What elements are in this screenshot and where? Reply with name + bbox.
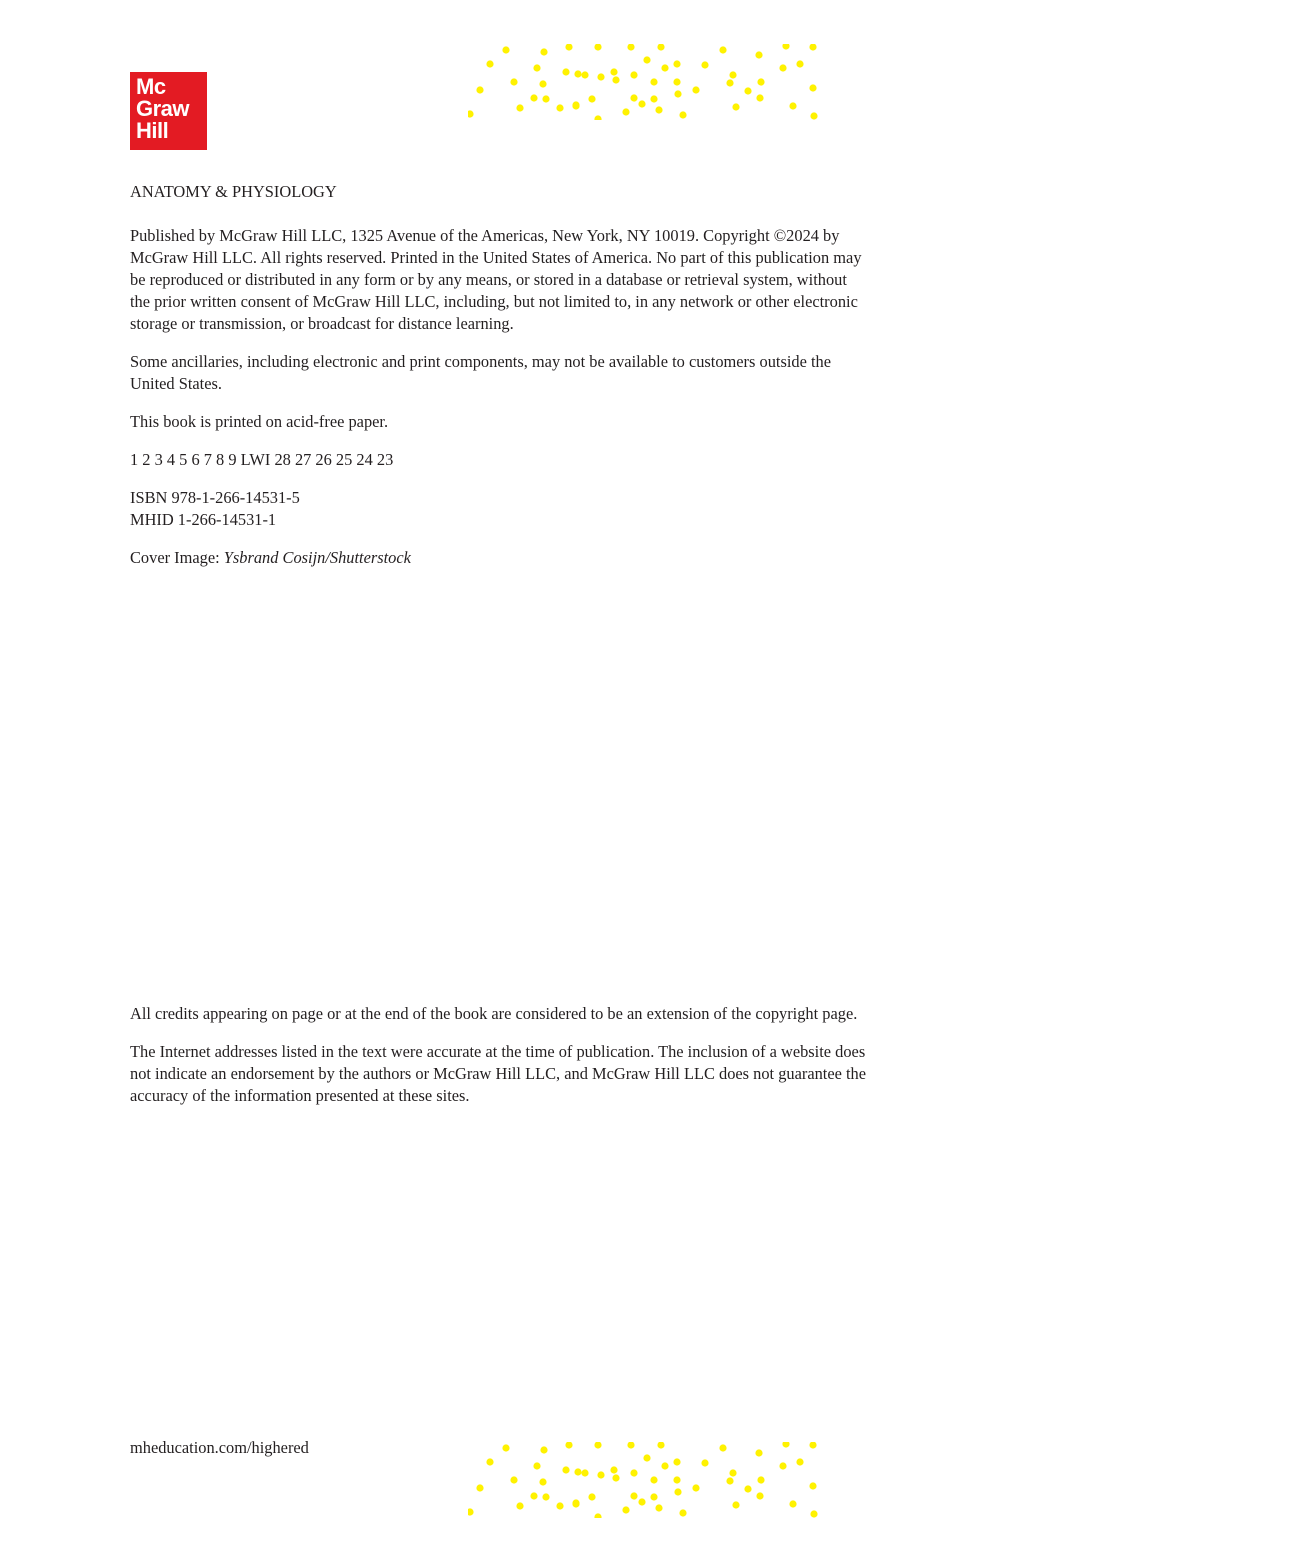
decorative-dot: [729, 71, 736, 78]
decorative-dot: [476, 1484, 483, 1491]
decorative-dot: [655, 1504, 662, 1511]
decorative-dot: [679, 111, 686, 118]
decorative-dot: [539, 1478, 546, 1485]
decorative-dot: [539, 80, 546, 87]
decorative-dot: [542, 1493, 549, 1500]
decorative-dot: [673, 60, 680, 67]
decorative-dot: [476, 86, 483, 93]
decorative-dot: [650, 95, 657, 102]
decorative-dot: [486, 1458, 493, 1465]
decorative-dot: [572, 101, 579, 108]
publishing-line: be reproduced or distributed in any form or by any means, or stored in a database or retrieval system, without: [130, 270, 847, 289]
decorative-dot: [661, 1462, 668, 1469]
decorative-dot: [756, 1492, 763, 1499]
decorative-dot: [542, 95, 549, 102]
footer-url: mheducation.com/highered: [130, 1438, 309, 1457]
cover-label: Cover Image:: [130, 548, 224, 567]
internet-line: accuracy of the information presented at these sites.: [130, 1086, 470, 1105]
decorative-dot: [597, 73, 604, 80]
decorative-dot: [502, 46, 509, 53]
decorative-dot: [540, 1446, 547, 1453]
ancillaries-line: United States.: [130, 374, 222, 393]
decorative-dot: [510, 78, 517, 85]
decorative-dot: [516, 104, 523, 111]
decorative-dot: [692, 1484, 699, 1491]
dot-pattern-bottom: [468, 1442, 820, 1518]
decorative-dot: [679, 1509, 686, 1516]
publishing-line: the prior written consent of McGraw Hill LLC, including, but not limited to, in any network or other electronic: [130, 292, 858, 311]
decorative-dot: [782, 44, 789, 50]
decorative-dot: [627, 44, 634, 51]
publishing-line: storage or transmission, or broadcast for distance learning.: [130, 314, 514, 333]
decorative-dot: [594, 1513, 601, 1518]
dot-pattern-top: [468, 44, 820, 120]
decorative-dot: [674, 90, 681, 97]
decorative-dot: [726, 79, 733, 86]
decorative-dot: [565, 1442, 572, 1449]
decorative-dot: [622, 1506, 629, 1513]
publishing-line: Published by McGraw Hill LLC, 1325 Avenue of the Americas, New York, NY 10019. Copyright ©2024 by: [130, 226, 840, 245]
decorative-dot: [809, 84, 816, 91]
decorative-dot: [782, 1442, 789, 1448]
publishing-notice: [130, 225, 950, 335]
decorative-dot: [638, 100, 645, 107]
cover-image-credit: [130, 547, 950, 569]
decorative-dot: [657, 44, 664, 51]
cover-credit-name: Ysbrand Cosijn/Shutterstock: [223, 548, 411, 567]
decorative-dot: [744, 1485, 751, 1492]
decorative-dot: [610, 1466, 617, 1473]
decorative-dot: [650, 1493, 657, 1500]
decorative-dot: [612, 76, 619, 83]
decorative-dot: [572, 1499, 579, 1506]
decorative-dot: [630, 71, 637, 78]
decorative-dot: [732, 103, 739, 110]
decorative-dot: [809, 1482, 816, 1489]
decorative-dot: [779, 1462, 786, 1469]
ancillaries-notice: [130, 351, 950, 395]
decorative-dot: [630, 94, 637, 101]
decorative-dot: [610, 68, 617, 75]
decorative-dot: [486, 60, 493, 67]
mcgraw-hill-logo: [130, 72, 207, 150]
decorative-dot: [809, 1442, 816, 1449]
decorative-dot: [796, 1458, 803, 1465]
mhid: MHID 1-266-14531-1: [130, 510, 277, 529]
publishing-line: McGraw Hill LLC. All rights reserved. Printed in the United States of America. No part of this publication may: [130, 248, 862, 267]
decorative-dot: [661, 64, 668, 71]
decorative-dot: [630, 1469, 637, 1476]
print-line: 1 2 3 4 5 6 7 8 9 LWI 28 27 26 25 24 23: [130, 450, 394, 469]
decorative-dot: [779, 64, 786, 71]
credits-note: All credits appearing on page or at the end of the book are considered to be an extension of the copyright page.: [130, 1004, 858, 1023]
decorative-dot: [556, 104, 563, 111]
decorative-dot: [594, 1442, 601, 1449]
acid-free-notice: This book is printed on acid-free paper.: [130, 412, 389, 431]
decorative-dot: [810, 1510, 817, 1517]
internet-line: not indicate an endorsement by the authors or McGraw Hill LLC, and McGraw Hill LLC does not guarantee the: [130, 1064, 867, 1083]
decorative-dot: [556, 1502, 563, 1509]
decorative-dot: [597, 1471, 604, 1478]
decorative-dot: [612, 1474, 619, 1481]
decorative-dot: [650, 1476, 657, 1483]
decorative-dot: [673, 1476, 680, 1483]
decorative-dot: [657, 1442, 664, 1449]
decorative-dot: [468, 110, 474, 117]
decorative-dot: [638, 1498, 645, 1505]
decorative-dot: [581, 1469, 588, 1476]
decorative-dot: [588, 1493, 595, 1500]
decorative-dot: [719, 46, 726, 53]
decorative-dot: [701, 61, 708, 68]
decorative-dot: [756, 94, 763, 101]
decorative-dot: [726, 1477, 733, 1484]
decorative-dot: [530, 1492, 537, 1499]
decorative-dot: [588, 95, 595, 102]
logo-line-2: Graw: [136, 96, 190, 121]
decorative-dot: [650, 78, 657, 85]
decorative-dot: [744, 87, 751, 94]
decorative-dot: [789, 102, 796, 109]
decorative-dot: [692, 86, 699, 93]
decorative-dot: [468, 1508, 474, 1515]
decorative-dot: [533, 1462, 540, 1469]
decorative-dot: [701, 1459, 708, 1466]
internet-disclaimer: [130, 1041, 950, 1107]
decorative-dot: [643, 56, 650, 63]
decorative-dot: [673, 1458, 680, 1465]
decorative-dot: [574, 1468, 581, 1475]
decorative-dot: [562, 1466, 569, 1473]
internet-line: The Internet addresses listed in the text were accurate at the time of publication. The inclusion of a website does: [130, 1042, 866, 1061]
decorative-dot: [565, 44, 572, 51]
decorative-dot: [755, 1449, 762, 1456]
decorative-dot: [789, 1500, 796, 1507]
logo-line-1: Mc: [136, 74, 166, 99]
decorative-dot: [755, 51, 762, 58]
decorative-dot: [574, 70, 581, 77]
decorative-dot: [757, 1476, 764, 1483]
decorative-dot: [810, 112, 817, 119]
decorative-dot: [655, 106, 662, 113]
decorative-dot: [530, 94, 537, 101]
ancillaries-line: Some ancillaries, including electronic and print components, may not be available to customers outside the: [130, 352, 831, 371]
decorative-dot: [729, 1469, 736, 1476]
logo-line-3: Hill: [136, 118, 169, 143]
decorative-dot: [516, 1502, 523, 1509]
decorative-dot: [796, 60, 803, 67]
decorative-dot: [757, 78, 764, 85]
decorative-dot: [719, 1444, 726, 1451]
decorative-dot: [673, 78, 680, 85]
decorative-dot: [510, 1476, 517, 1483]
decorative-dot: [562, 68, 569, 75]
decorative-dot: [643, 1454, 650, 1461]
decorative-dot: [581, 71, 588, 78]
decorative-dot: [594, 115, 601, 120]
decorative-dot: [732, 1501, 739, 1508]
isbn: ISBN 978-1-266-14531-5: [130, 488, 300, 507]
decorative-dot: [540, 48, 547, 55]
decorative-dot: [622, 108, 629, 115]
decorative-dot: [594, 44, 601, 51]
book-title: ANATOMY & PHYSIOLOGY: [130, 182, 337, 201]
decorative-dot: [630, 1492, 637, 1499]
decorative-dot: [502, 1444, 509, 1451]
decorative-dot: [674, 1488, 681, 1495]
identifiers: [130, 487, 950, 531]
decorative-dot: [809, 44, 816, 51]
decorative-dot: [533, 64, 540, 71]
decorative-dot: [627, 1442, 634, 1449]
